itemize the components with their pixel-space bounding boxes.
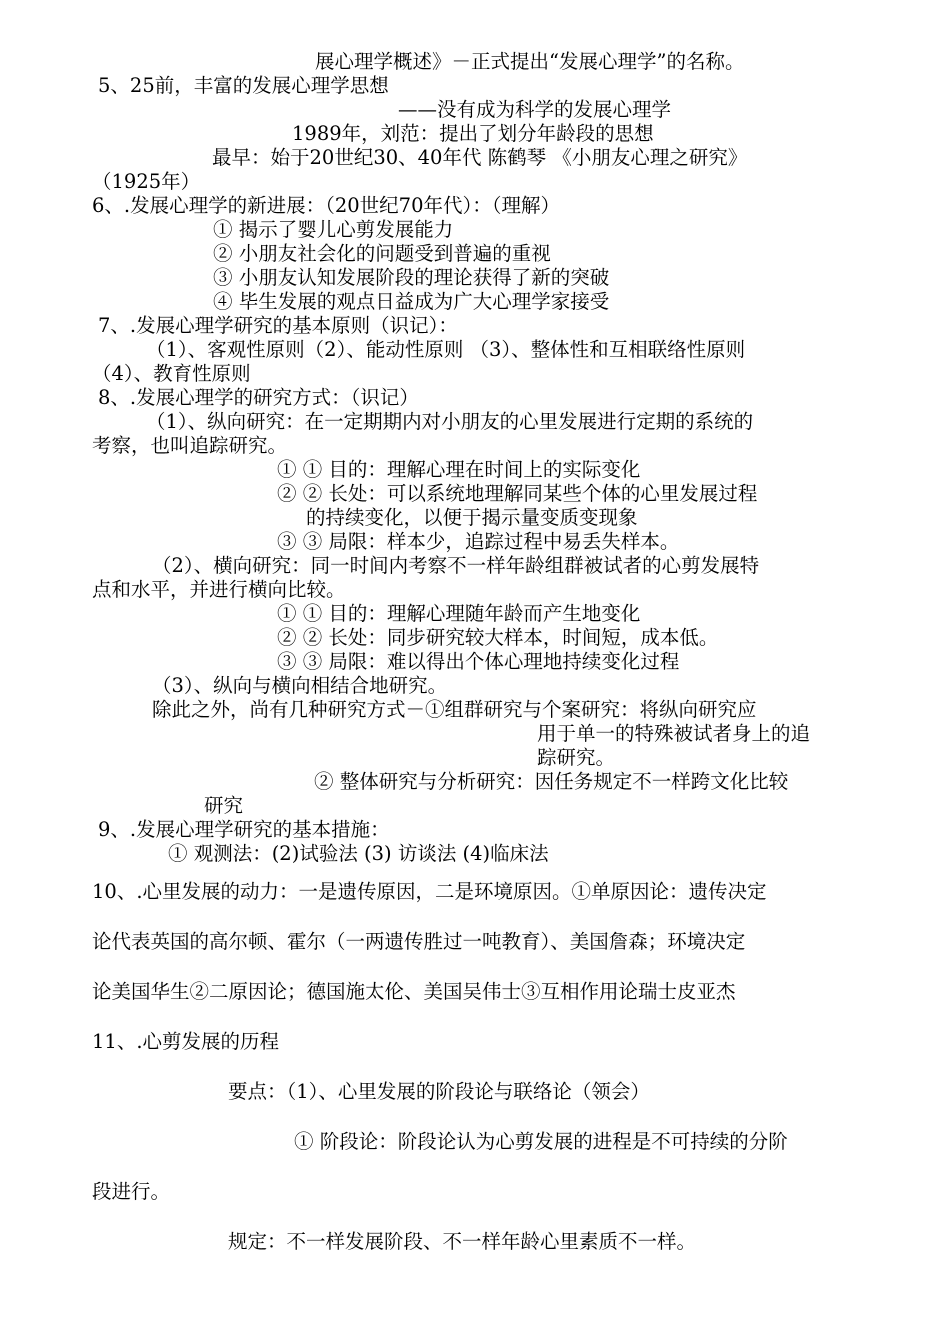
text-line: 用于单一的特殊被试者身上的追 (537, 722, 811, 745)
list-item: ② ② 长处：同步研究较大样本，时间短，成本低。 (277, 626, 719, 649)
text-line: 1989年，刘范：提出了划分年龄段的思想 (292, 122, 654, 145)
list-item: ④ 毕生发展的观点日益成为广大心理学家接受 (213, 290, 610, 313)
section-6-heading: 6、.发展心理学的新进展：（20世纪70年代）：（理解） (92, 194, 560, 217)
section-11-heading: 11、.心剪发展的历程 (92, 1030, 280, 1053)
list-item: ③ ③ 局限：样本少，追踪过程中易丢失样本。 (277, 530, 680, 553)
text-line: 段进行。 (92, 1180, 171, 1203)
section-7-heading: 7、.发展心理学研究的基本原则（识记）： (98, 314, 458, 337)
section-5-heading: 5、25前，丰富的发展心理学思想 (98, 74, 389, 97)
text-line: 规定：不一样发展阶段、不一样年龄心里素质不一样。 (228, 1230, 697, 1253)
section-9-heading: 9、.发展心理学研究的基本措施： (98, 818, 390, 841)
text-line: （1）、纵向研究：在一定期期内对小朋友的心里发展进行定期的系统的 (146, 410, 754, 433)
text-line: 论美国华生②二原因论；德国施太伦、美国吴伟士③互相作用论瑞士皮亚杰 (92, 980, 736, 1003)
section-10-heading: 10、.心里发展的动力：一是遗传原因，二是环境原因。①单原因论：遗传决定 (92, 880, 767, 903)
list-item: ③ 小朋友认知发展阶段的理论获得了新的突破 (213, 266, 610, 289)
list-item: ① 揭示了婴儿心剪发展能力 (213, 218, 454, 241)
text-line: ① 阶段论：阶段论认为心剪发展的进程是不可持续的分阶 (294, 1130, 788, 1153)
section-8-heading: 8、.发展心理学的研究方式：（识记） (98, 386, 419, 409)
list-item: ② 小朋友社会化的问题受到普遍的重视 (213, 242, 551, 265)
text-line: 论代表英国的高尔顿、霍尔（一两遗传胜过一吨教育）、美国詹森；环境决定 (92, 930, 746, 953)
text-line: 踪研究。 (537, 746, 616, 769)
text-line: 点和水平，并进行横向比较。 (92, 578, 346, 601)
text-line: ② 整体研究与分析研究：因任务规定不一样跨文化比较 (314, 770, 789, 793)
text-line: （2）、横向研究：同一时间内考察不一样年龄组群被试者的心剪发展特 (152, 554, 760, 577)
text-line: ——没有成为科学的发展心理学 (398, 98, 672, 121)
text-line: 要点：（1）、心里发展的阶段论与联络论（领会） (228, 1080, 650, 1103)
text-line: （1）、客观性原则（2）、能动性原则 （3）、整体性和互相联络性原则 (146, 338, 746, 361)
text-line: ① 观测法：(2)试验法 (3) 访谈法 (4)临床法 (168, 842, 549, 865)
text-line: 除此之外，尚有几种研究方式－①组群研究与个案研究：将纵向研究应 (152, 698, 757, 721)
text-line: 考察，也叫追踪研究。 (92, 434, 288, 457)
list-item: ① ① 目的：理解心理随年龄而产生地变化 (277, 602, 641, 625)
text-line: 最早：始于20世纪30、40年代 陈鹤琴 《小朋友心理之研究》 (212, 146, 748, 169)
text-line: 的持续变化，以便于揭示量变质变现象 (306, 506, 638, 529)
list-item: ③ ③ 局限：难以得出个体心理地持续变化过程 (277, 650, 680, 673)
text-line: 研究 (204, 794, 244, 817)
text-line: （4）、教育性原则 (92, 362, 251, 385)
list-item: ① ① 目的：理解心理在时间上的实际变化 (277, 458, 641, 481)
text-line: 展心理学概述》－正式提出“发展心理学”的名称。 (315, 50, 745, 73)
text-line: （1925年） (92, 170, 201, 193)
text-line: （3）、纵向与横向相结合地研究。 (152, 674, 448, 697)
list-item: ② ② 长处：可以系统地理解同某些个体的心里发展过程 (277, 482, 758, 505)
